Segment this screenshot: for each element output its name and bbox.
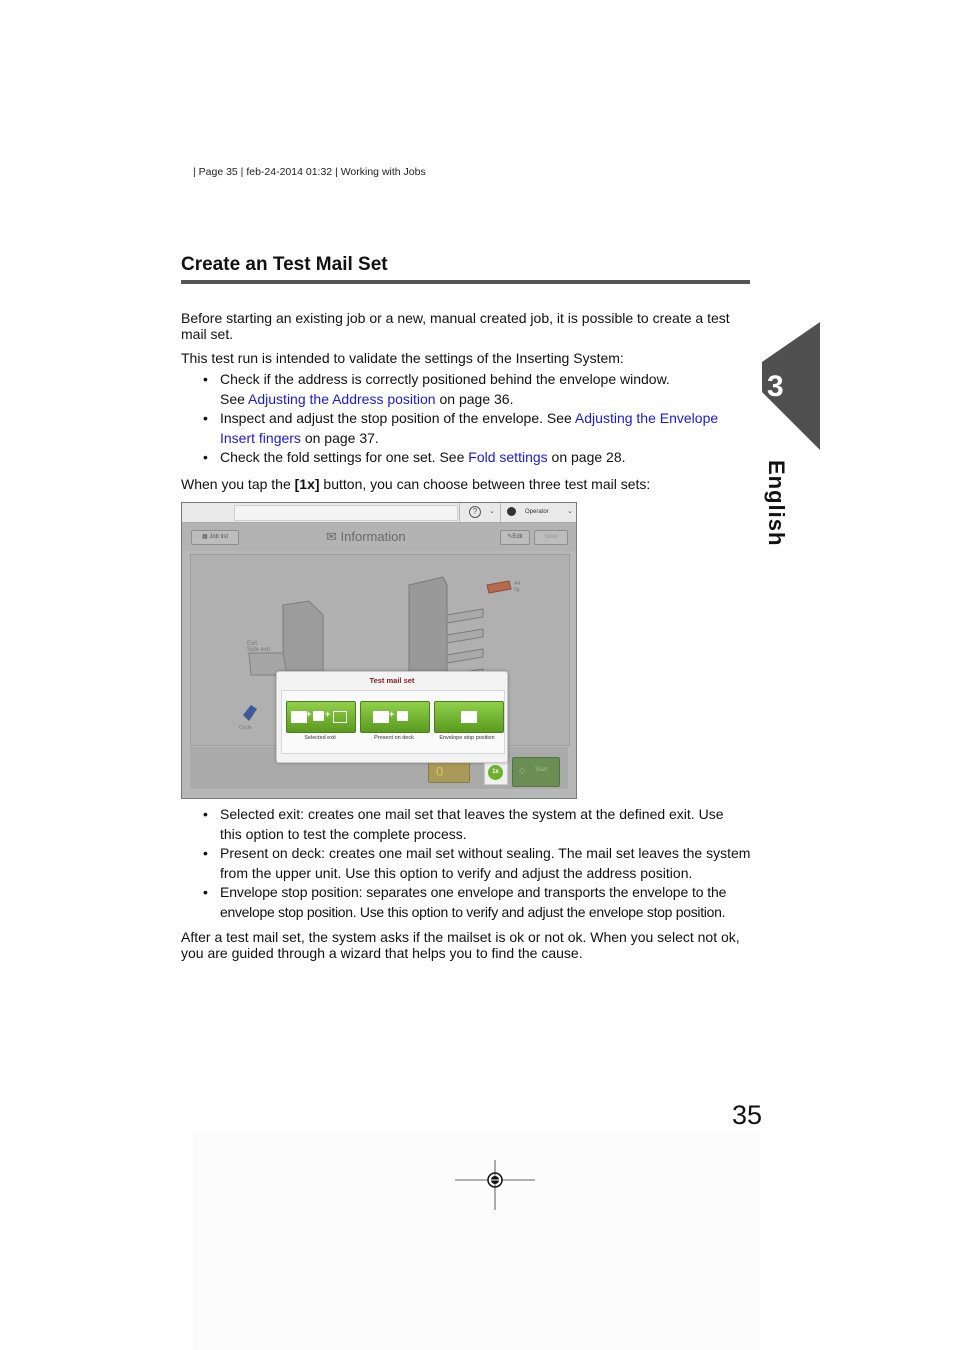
edit-button[interactable]: ✎Edit [500, 530, 530, 545]
tap-text: button, you can choose between three test mail sets: [319, 476, 651, 492]
tap-text: When you tap the [181, 476, 295, 492]
list-item-text: Envelope stop position: separates one envelope and transports the envelope to the [220, 884, 727, 900]
list-item: • Check if the address is correctly positioned behind the envelope window. See Adjusting the Address position on page 36. [203, 371, 670, 407]
list-item-text: this option to test the complete process. [220, 825, 467, 842]
counter-value: 0 [436, 764, 444, 779]
exit-icon [333, 711, 347, 723]
list-item-text: Present on deck: creates one mail set without sealing. The mail set leaves the system [220, 845, 751, 861]
list-item-text: envelope stop position. Use this option to verify and adjust the envelope stop position. [220, 903, 726, 920]
list-item-text: See [220, 390, 249, 407]
page-header: | Page 35 | feb-24-2014 01:32 | Working with Jobs [193, 166, 426, 178]
link-envelope-insert-fingers-cont[interactable]: Insert fingers [220, 429, 301, 446]
user-name: Operator [525, 509, 549, 515]
cycle-label: Cycle [239, 725, 252, 731]
chevron-down-icon: ⌄ [489, 508, 495, 515]
plus-icon: + [389, 709, 395, 719]
section-title: Create an Test Mail Set [181, 254, 388, 275]
envelope-stop-position-button[interactable] [434, 701, 504, 733]
dialog-title: Test mail set [369, 676, 415, 685]
list-item-text: on page 36. [435, 390, 514, 407]
exit-label-line: Exit [247, 641, 258, 647]
start-icon: ◇ [519, 766, 526, 775]
envelope-icon [373, 711, 389, 723]
job-list-button[interactable]: ▦ Job list [191, 530, 239, 545]
hopper-label-line: 5g [514, 587, 520, 593]
exit-label [247, 641, 270, 653]
start-label: Start [535, 767, 548, 773]
hopper-label [514, 581, 520, 593]
list-item: • Envelope stop position: separates one envelope and transports the envelope to the envelope stop position. Use this option to verify and adjust the envelope stop position. [203, 884, 727, 920]
registration-mark-icon [455, 1160, 535, 1210]
once-label: 1x [488, 765, 503, 780]
user-menu[interactable] [500, 503, 577, 522]
list-item-text: on page 28. [547, 449, 626, 465]
chevron-down-icon: ⌄ [567, 508, 573, 515]
counter-button[interactable] [428, 761, 470, 783]
info-title-text: Information [340, 529, 406, 544]
envelope-icon [461, 711, 477, 723]
check-list [203, 370, 763, 468]
list-item: • Present on deck: creates one mail set without sealing. The mail set leaves the system from the upper unit. Use this option to verify and adjust the address position. [203, 845, 751, 881]
tap-button-name: [1x] [294, 476, 320, 492]
start-button[interactable] [512, 757, 560, 787]
job-list-label: Job list [209, 534, 229, 540]
dialog-options [281, 690, 505, 754]
list-item-text: on page 37. [300, 429, 379, 446]
envelope-icon [291, 711, 307, 723]
closing-paragraph: After a test mail set, the system asks if the mailset is ok or not ok. When you select not ok, you are guided through a wizard that helps you to find the cause. [181, 929, 740, 961]
link-address-position[interactable]: Adjusting the Address position [248, 390, 436, 407]
chapter-number: 3 [767, 370, 784, 403]
save-label: Save [544, 534, 558, 540]
list-item-text: from the upper unit. Use this option to verify and adjust the address position. [220, 864, 693, 881]
ui-screenshot [181, 502, 577, 799]
list-item-text: Check the fold settings for one set. See [220, 449, 469, 465]
plus-icon: + [325, 709, 331, 719]
option-caption: Selected exit [304, 735, 336, 741]
link-fold-settings[interactable]: Fold settings [468, 449, 548, 465]
language-label: English [764, 460, 789, 547]
title-rule [181, 280, 750, 284]
help-icon: ? [469, 506, 481, 518]
document-icon [397, 711, 408, 721]
exit-label-line: Side exit [247, 647, 271, 653]
once-button[interactable] [484, 761, 508, 785]
save-button[interactable] [534, 530, 568, 545]
tap-paragraph [181, 476, 753, 492]
hopper-label-line: A4 [514, 581, 521, 587]
edit-label: Edit [512, 534, 523, 540]
list-item-text: Check if the address is correctly positioned behind the envelope window. [220, 371, 670, 387]
screenshot-topbar [182, 503, 576, 523]
intro-paragraph-2: This test run is intended to validate the settings of the Inserting System: [181, 350, 624, 366]
test-mail-set-dialog [276, 671, 508, 763]
list-item: • Inspect and adjust the stop position of the envelope. See Adjusting the Envelope Insert fingers on page 37. [203, 410, 719, 446]
list-item: • Check the fold settings for one set. See Fold settings on page 28. [203, 449, 626, 465]
option-caption: Present on deck [374, 735, 414, 741]
present-on-deck-button[interactable] [360, 701, 430, 733]
list-item-text: Inspect and adjust the stop position of the envelope. See [220, 410, 575, 426]
page-number: 35 [732, 1100, 763, 1130]
info-title: ✉ Information [326, 529, 406, 544]
status-field [234, 505, 458, 521]
user-icon [507, 507, 516, 516]
options-list [203, 805, 763, 922]
screenshot-header [182, 523, 576, 551]
list-item-text: Selected exit: creates one mail set that leaves the system at the defined exit. Use [220, 806, 724, 822]
plus-icon: + [306, 709, 312, 719]
list-item: • Selected exit: creates one mail set that leaves the system at the defined exit. Use this option to test the complete process. [203, 806, 724, 842]
document-icon [313, 711, 324, 721]
selected-exit-button[interactable] [286, 701, 356, 733]
intro-paragraph-1: Before starting an existing job or a new, manual created job, it is possible to create a test mail set. [181, 310, 730, 342]
help-button[interactable] [459, 503, 500, 522]
option-caption: Envelope stop position [439, 735, 495, 741]
link-envelope-insert-fingers[interactable]: Adjusting the Envelope [574, 410, 719, 426]
